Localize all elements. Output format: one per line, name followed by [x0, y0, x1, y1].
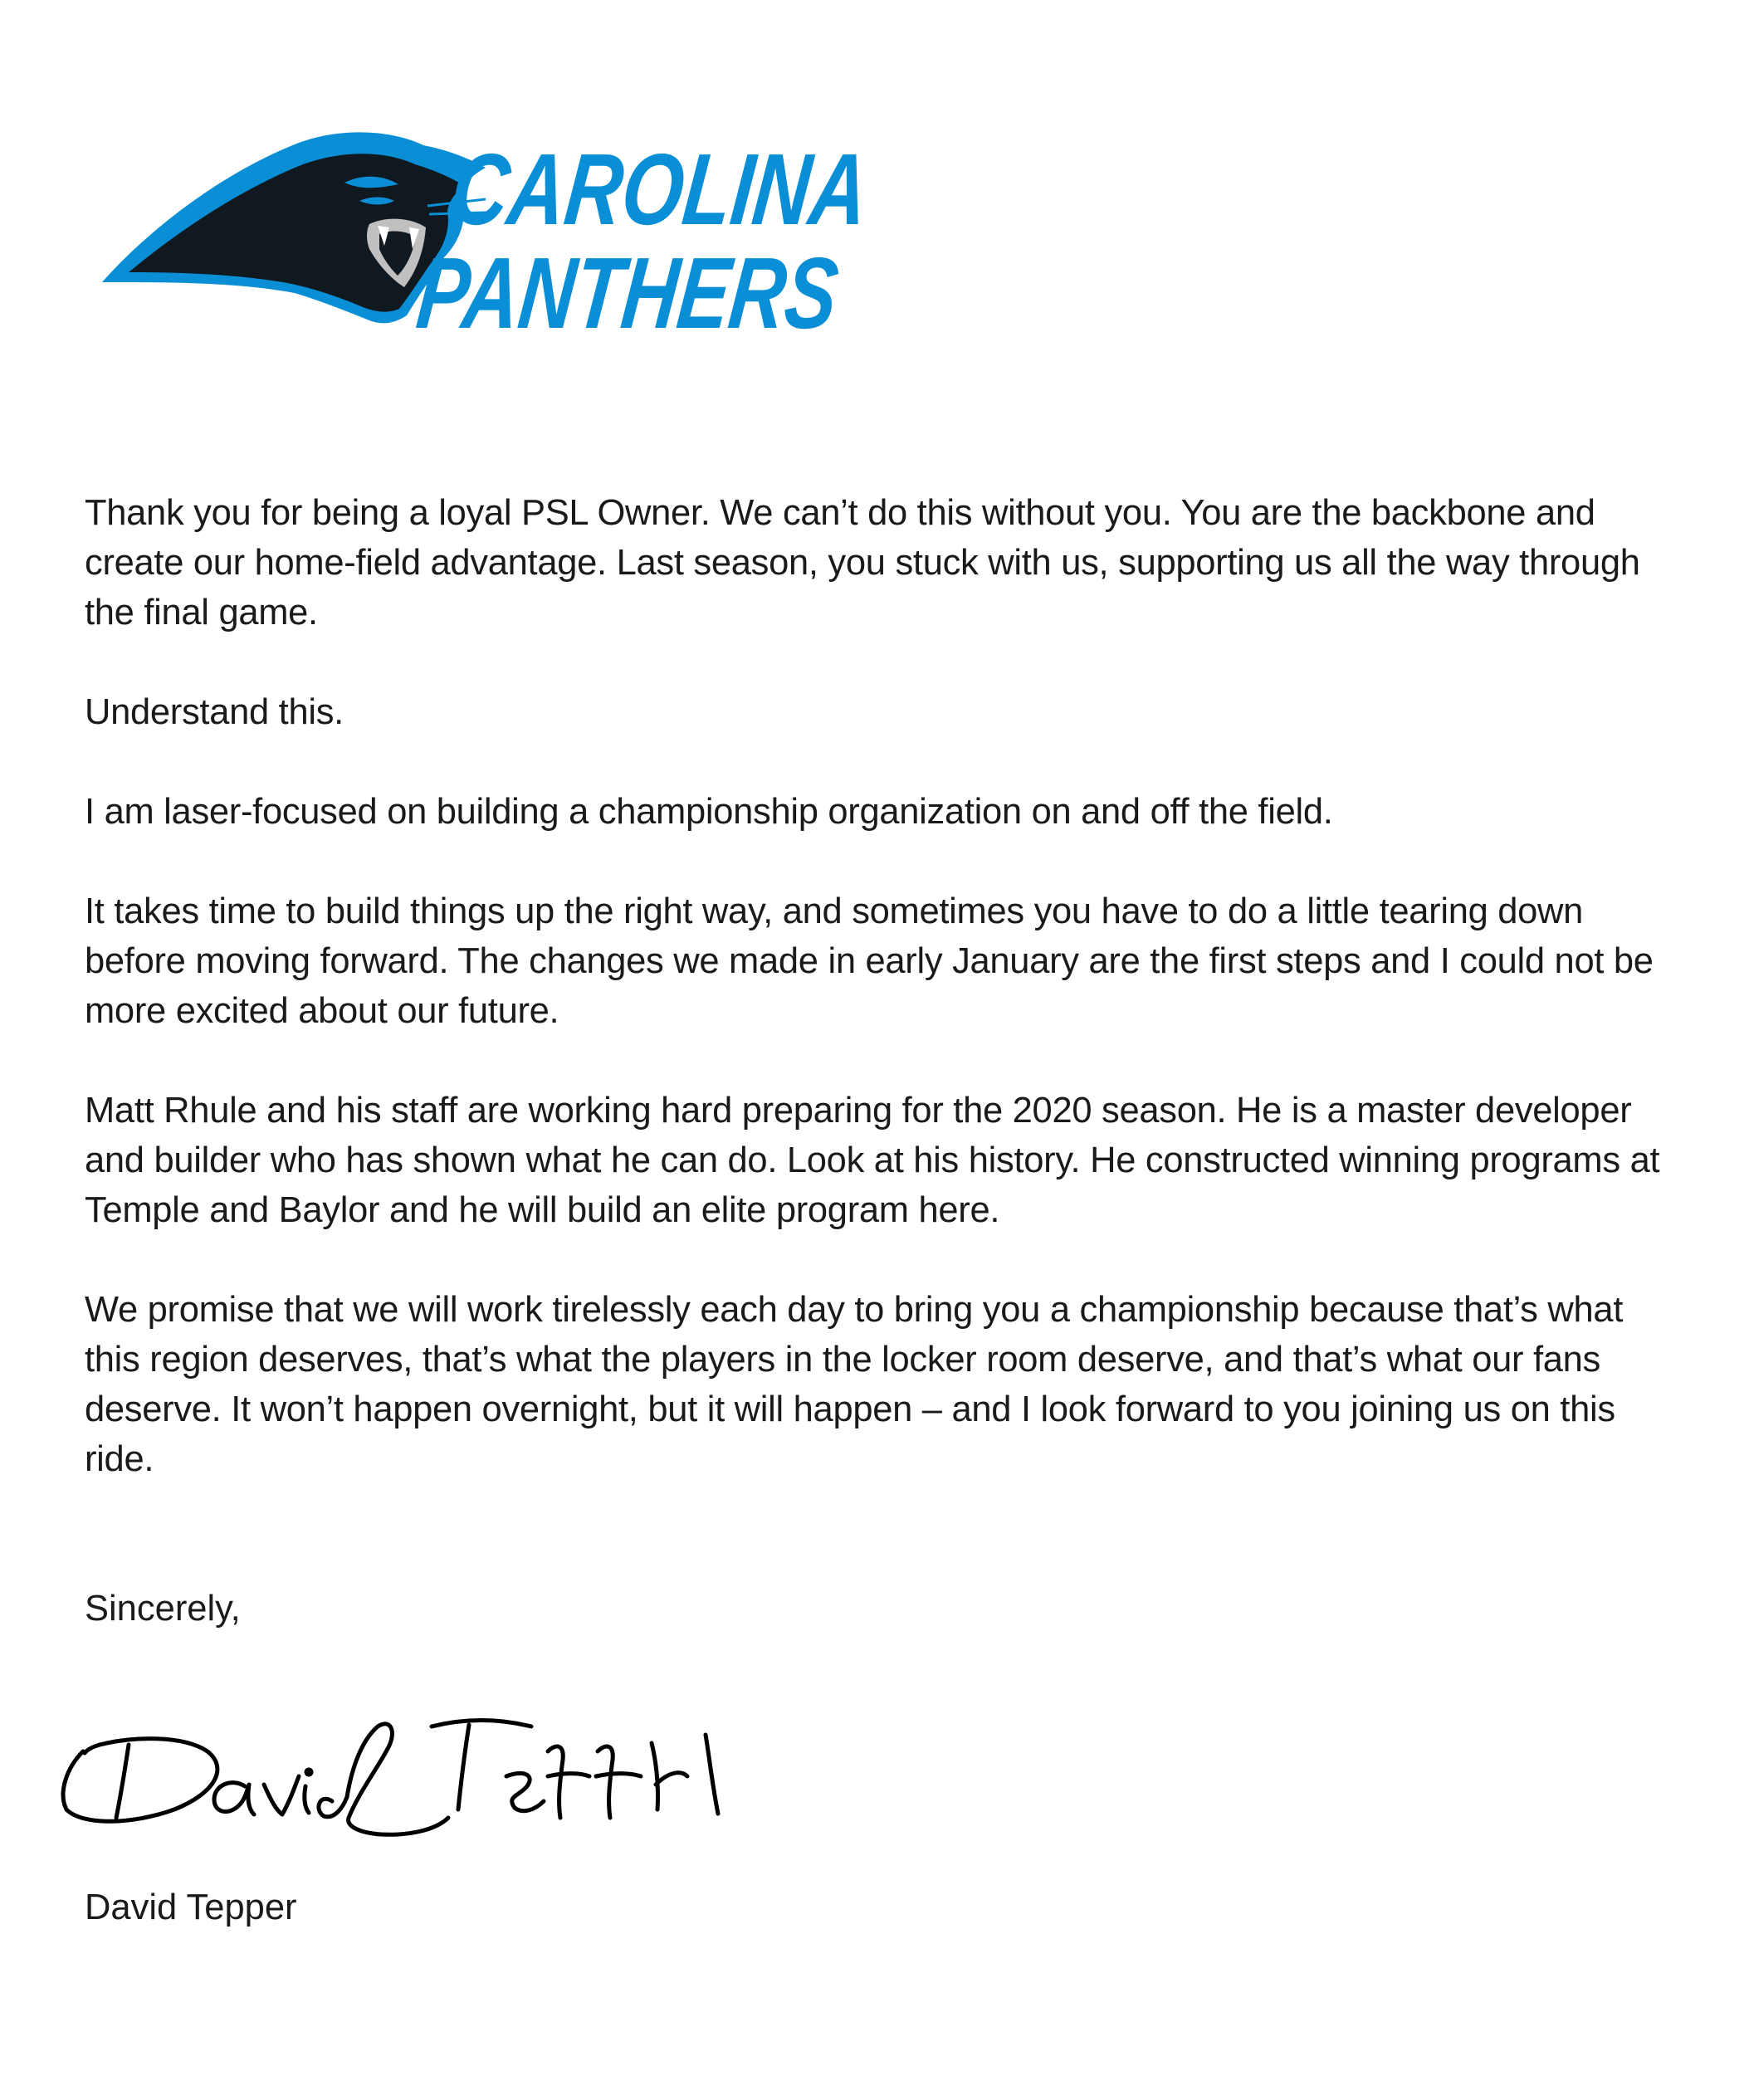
paragraph: Understand this. — [85, 692, 344, 732]
handwritten-signature — [50, 1693, 764, 1843]
paragraph: Thank you for being a loyal PSL Owner. We can’t do this without you. You are the backbone and create our home-field advantage. Last season, you stuck with us, supporting us all the way through the final game. — [85, 493, 1640, 632]
wordmark-line-2: PANTHERS — [412, 236, 974, 349]
team-logo — [95, 125, 993, 349]
wordmark — [412, 132, 993, 349]
paragraph: I am laser-focused on building a championship organization on and off the field. — [85, 792, 1333, 832]
paragraph: It takes time to build things up the right way, and sometimes you have to do a little tearing down before moving forward. The changes we made in early January are the first steps and I could not be more excited about our future. — [85, 891, 1654, 1031]
signature-text — [764, 1693, 765, 1694]
letter-body — [85, 488, 1687, 1534]
wordmark-line-1: CAROLINA — [446, 132, 993, 246]
letter-closing: Sincerely, — [85, 1589, 241, 1629]
paragraph: We promise that we will work tirelessly each day to bring you a championship because that’s what this region deserves, that’s what the players in the locker room deserve, and that’s what our fans deserve. It won’t happen overnight, but it will happen – and I look forward to you joining us on this ride. — [85, 1290, 1624, 1479]
paragraph: Matt Rhule and his staff are working hard preparing for the 2020 season. He is a master developer and builder who has shown what he can do. Look at his history. He constructed winning programs at Temple and Baylor and he will build an elite program here. — [85, 1091, 1660, 1230]
signer-name: David Tepper — [85, 1888, 297, 1927]
